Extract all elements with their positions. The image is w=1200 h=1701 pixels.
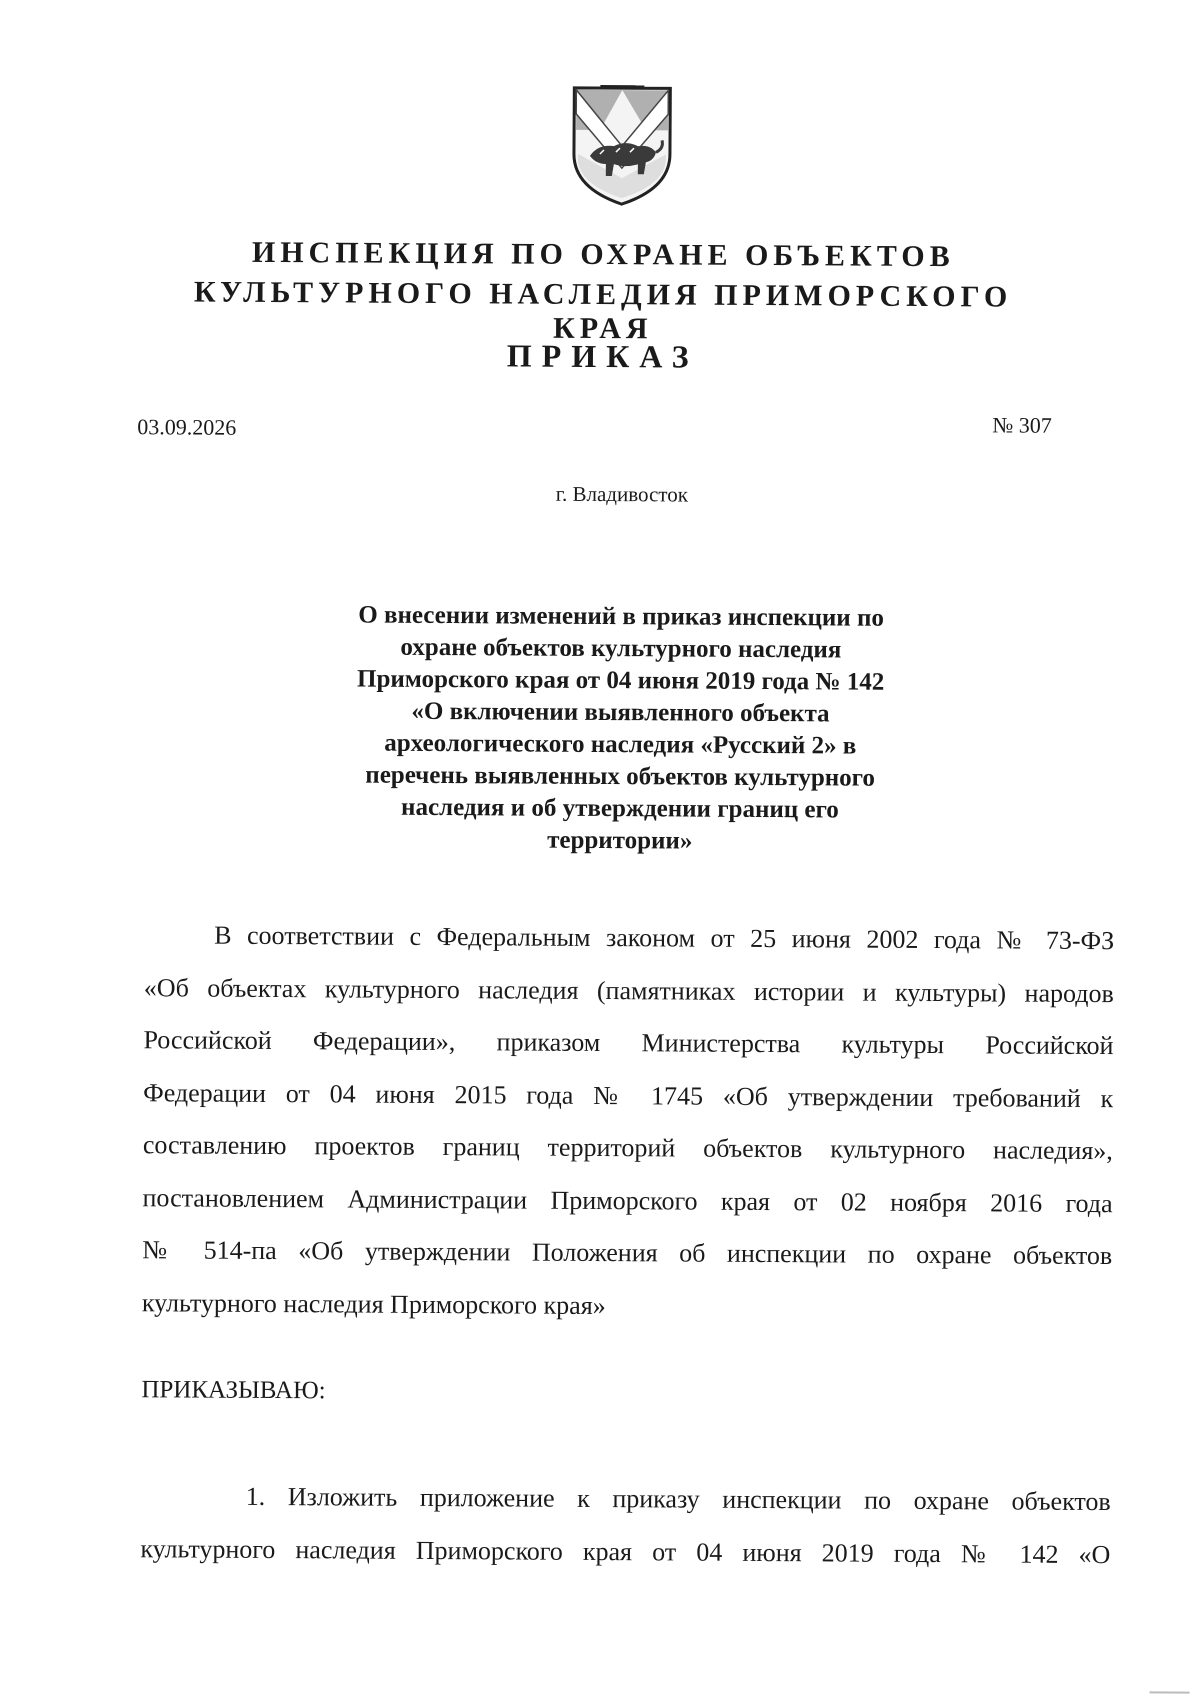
subject-line: наследия и об утверждении границ его bbox=[401, 793, 839, 824]
paragraph-line: составлению проектов границ территорий объектов культурного наследия», bbox=[142, 1130, 1113, 1166]
order-item-1 bbox=[140, 1470, 1111, 1581]
subject-line: О внесении изменений в приказ инспекции по bbox=[358, 601, 885, 632]
order-directive-word: ПРИКАЗЫВАЮ: bbox=[141, 1376, 326, 1405]
page-corner-mark bbox=[1150, 1691, 1190, 1693]
subject-line: территории» bbox=[547, 826, 693, 855]
document-subject bbox=[300, 599, 942, 859]
document-number: № 307 bbox=[992, 412, 1052, 438]
paragraph-line: 1. Изложить приложение к приказу инспекции по охране объектов bbox=[245, 1481, 1111, 1517]
paragraph-line: постановлением Администрации Приморского края от 02 ноября 2016 года bbox=[142, 1182, 1113, 1218]
document-type-title: ПРИКАЗ bbox=[506, 337, 699, 375]
coat-of-arms-icon bbox=[570, 84, 675, 209]
paragraph-line: В соответствии с Федеральным законом от 25 июня 2002 года № 73-ФЗ bbox=[214, 920, 1115, 956]
organization-name-line-1: ИНСПЕКЦИЯ ПО ОХРАНЕ ОБЪЕКТОВ bbox=[251, 235, 955, 274]
subject-line: охране объектов культурного наследия bbox=[400, 633, 842, 664]
subject-line: Приморского края от 04 июня 2019 года № 142 bbox=[357, 665, 885, 696]
paragraph-line: Федерации от 04 июня 2015 года № 1745 «Об утверждении требований к bbox=[143, 1077, 1114, 1113]
subject-line: «О включении выявленного объекта bbox=[411, 697, 830, 728]
paragraph-line: № 514-па «Об утверждении Положения об инспекции по охране объектов bbox=[142, 1235, 1113, 1271]
paragraph-line: культурного наследия Приморского края от 04 июня 2019 года № 142 «О bbox=[140, 1533, 1111, 1569]
subject-line: археологического наследия «Русский 2» в bbox=[384, 729, 857, 760]
paragraph-line: Российской Федерации», приказом Министерства культуры Российской bbox=[143, 1025, 1114, 1061]
document-city: г. Владивосток bbox=[555, 481, 689, 507]
document-date: 03.09.2026 bbox=[137, 414, 237, 440]
legal-basis-paragraph bbox=[142, 909, 1115, 1335]
organization-name-line-2: КУЛЬТУРНОГО НАСЛЕДИЯ ПРИМОРСКОГО КРАЯ bbox=[193, 275, 1013, 346]
paragraph-line: «Об объектах культурного наследия (памятниках истории и культуры) народов bbox=[143, 972, 1114, 1008]
paragraph-line: культурного наследия Приморского края» bbox=[141, 1287, 606, 1320]
subject-line: перечень выявленных объектов культурного bbox=[365, 761, 876, 792]
